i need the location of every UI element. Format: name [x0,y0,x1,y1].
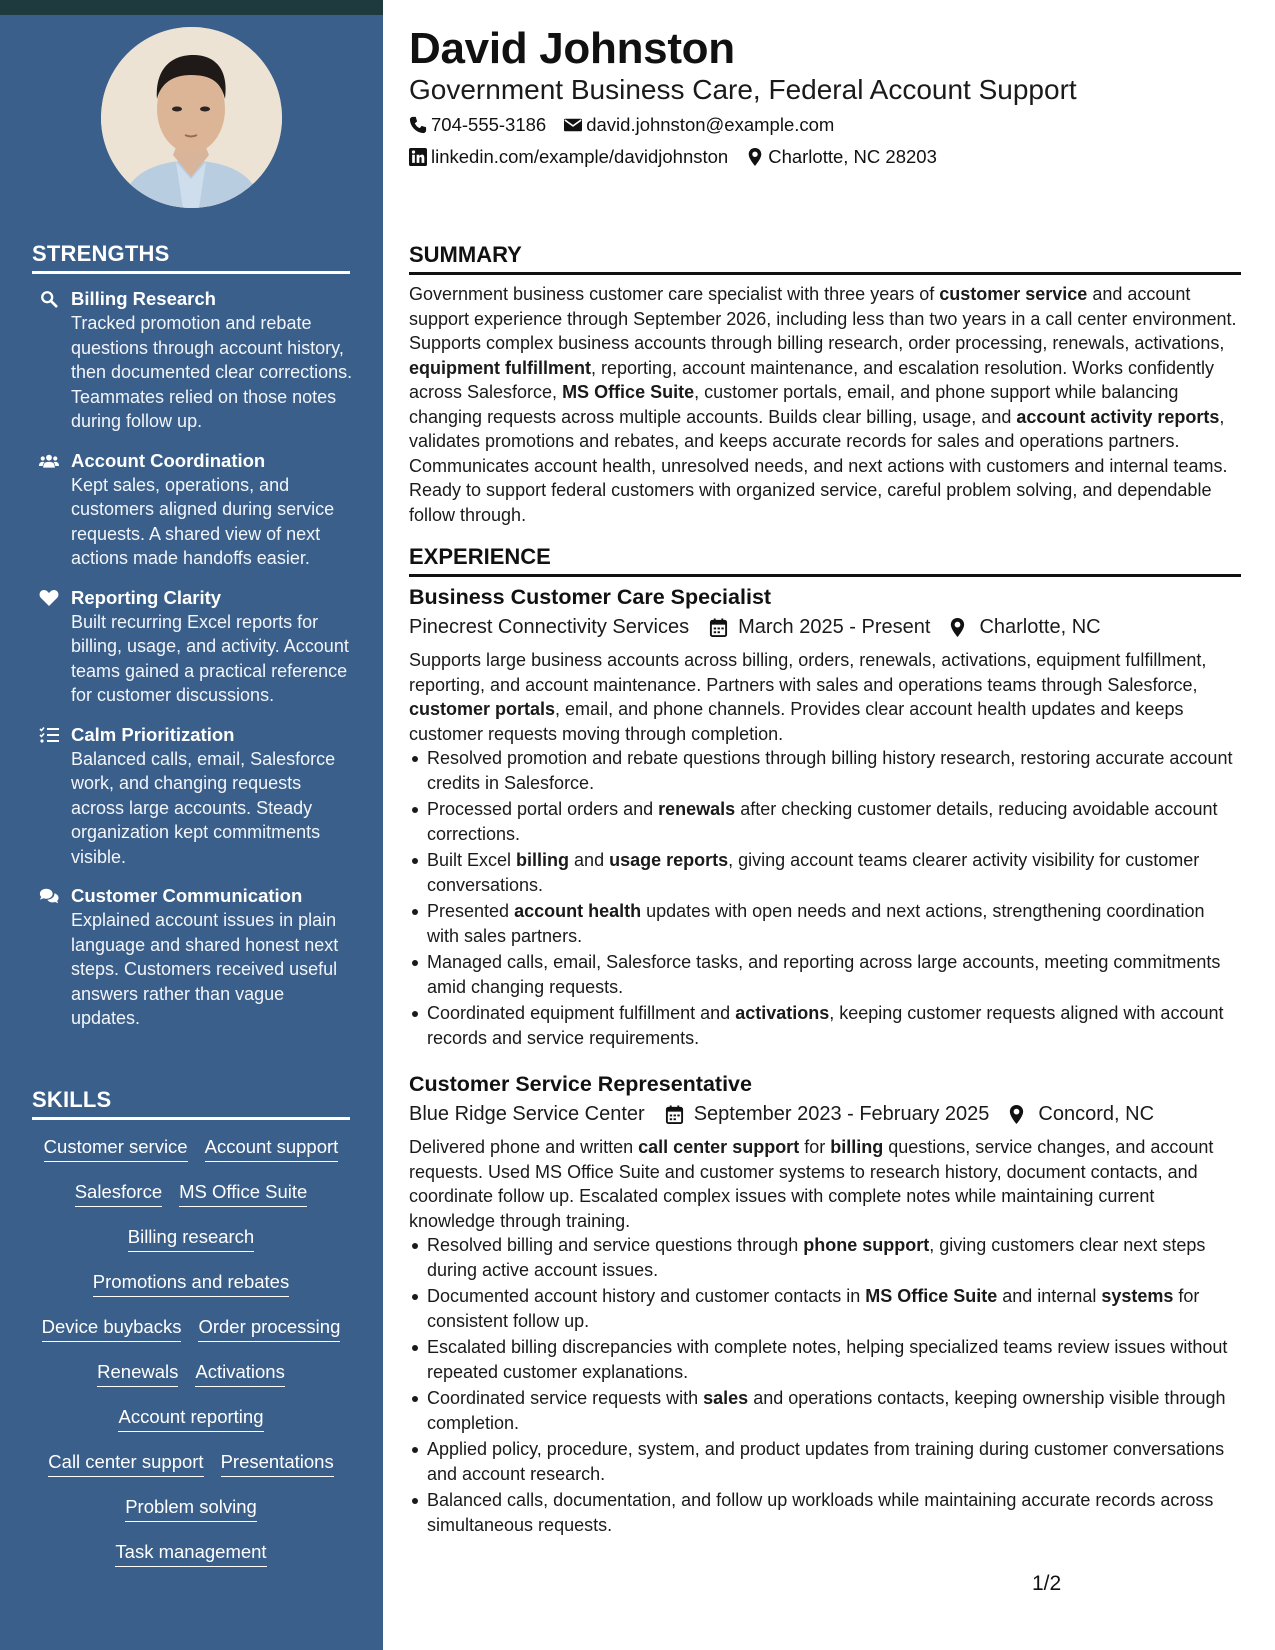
job-bullets [409,1233,1241,1537]
skill-tag: Problem solving [125,1494,257,1522]
highlighted-term: MS Office Suite [865,1286,998,1306]
linkedin-contact[interactable] [409,146,728,168]
profile-photo [101,27,282,208]
strength-item [32,723,357,870]
skill-tag: Account support [205,1134,339,1162]
job-bullet: Escalated billing discrepancies with complete notes, helping specialized teams review issues without repeated customer explanations. [409,1335,1241,1384]
skill-tag: Order processing [198,1314,340,1342]
highlighted-term: customer service [939,284,1088,304]
sidebar-top-bar [0,0,383,15]
highlighted-term: sales [703,1388,749,1408]
phone-contact[interactable] [409,114,546,136]
highlighted-term: MS Office Suite [562,382,695,402]
skill-tag: Activations [195,1359,284,1387]
envelope-icon [564,116,582,134]
job-bullet: Resolved promotion and rebate questions through billing history research, restoring accurate account credits in Salesforce. [409,746,1241,795]
map-pin-icon [1007,1105,1026,1124]
skill-row [26,1449,356,1494]
skill-tag: Salesforce [75,1179,162,1207]
heart-icon [32,586,71,708]
strengths-heading: STRENGTHS [32,241,350,274]
highlighted-term: equipment fulfillment [409,357,591,378]
comments-icon [32,884,71,1031]
job-bullet: Processed portal orders and renewals after checking customer details, reducing avoidable account corrections. [409,797,1241,846]
email-contact[interactable] [564,114,834,136]
skill-row [26,1314,356,1359]
contact-row [409,114,834,136]
candidate-name: David Johnston [409,24,735,73]
job-dates: September 2023 - February 2025 [693,1103,990,1125]
highlighted-term: billing [516,850,570,870]
skill-tag: Customer service [44,1134,188,1162]
skill-row [26,1134,356,1179]
highlighted-term: account health [514,901,642,921]
summary-heading: SUMMARY [409,242,1241,275]
linkedin-text: linkedin.com/example/davidjohnston [431,146,729,167]
skill-row [26,1179,356,1224]
linkedin-icon [409,148,427,166]
skill-row [26,1539,356,1584]
highlighted-term: phone support [803,1235,930,1255]
job-description: Supports large business accounts across billing, orders, renewals, activations, equipment fulfillment, reporting, and account maintenance. Partners with sales and operations teams through Salesforce, customer portals, email, and phone channels. Provides clear account health updates and keeps customer requests moving through completion. [409,650,1207,744]
job-bullet: Managed calls, email, Salesforce tasks, and reporting across large accounts, meeting commitments amid changing requests. [409,950,1241,999]
map-pin-icon [948,618,967,637]
job-meta [409,616,1241,639]
strength-title: Account Coordination [71,449,266,471]
phone-icon [409,116,427,134]
skill-tag: MS Office Suite [179,1179,307,1207]
job-bullet: Coordinated equipment fulfillment and activations, keeping customer requests aligned with account records and service requirements. [409,1001,1241,1050]
strength-title: Billing Research [71,288,216,309]
strength-title: Customer Communication [71,885,303,906]
job-dates: March 2025 - Present [738,616,931,638]
skills-heading: SKILLS [32,1087,350,1120]
strength-description: Kept sales, operations, and customers aligned during service requests. A shared view of next actions made handoffs easier. [71,474,335,568]
strength-item [32,287,357,434]
job-bullet: Balanced calls, documentation, and follow up workloads while maintaining accurate records across simultaneous requests. [409,1488,1241,1537]
job-bullet: Resolved billing and service questions through phone support, giving customers clear next steps during active account issues. [409,1233,1241,1282]
calendar-icon [709,618,728,637]
job-bullets [409,746,1241,1050]
strength-description: Explained account issues in plain language and shared honest next steps. Customers received useful answers rather than vague updates. [71,910,339,1028]
job-bullet: Applied policy, procedure, system, and product updates from training during customer conversations and account research. [409,1437,1241,1486]
strength-description: Balanced calls, email, Salesforce work, and changing requests across large accounts. Steady organization kept commitments visible. [71,748,336,867]
strength-title: Calm Prioritization [71,723,235,745]
highlighted-term: customer portals [409,699,556,719]
strength-title: Reporting Clarity [71,586,222,608]
highlighted-term: billing [830,1137,884,1157]
map-pin-icon [746,148,764,166]
job-meta [409,1103,1241,1126]
job-bullet: Presented account health updates with open needs and next actions, strengthening coordination with sales partners. [409,899,1241,948]
company-name: Blue Ridge Service Center [409,1103,645,1125]
skill-tag: Device buybacks [42,1314,182,1342]
highlighted-term: call center support [638,1137,800,1157]
skill-tag: Account reporting [118,1404,263,1432]
job-entry [409,1070,1241,1539]
job-title: Business Customer Care Specialist [409,585,772,609]
job-bullet: Documented account history and customer contacts in MS Office Suite and internal systems for consistent follow up. [409,1284,1241,1333]
job-bullet: Built Excel billing and usage reports, giving account teams clearer activity visibility for customer conversations. [409,848,1241,897]
strength-description: Tracked promotion and rebate questions through account history, then documented clear corrections. Teammates relied on those notes during follow up. [71,313,353,431]
email-text: david.johnston@example.com [586,114,835,135]
highlighted-term: account activity reports [1016,406,1220,427]
skill-tag: Promotions and rebates [93,1269,289,1297]
highlighted-term: systems [1101,1286,1174,1306]
sidebar [0,0,383,1650]
calendar-icon [665,1105,684,1124]
skill-row [26,1269,356,1314]
location-text: Charlotte, NC 28203 [768,146,937,167]
page-number: 1/2 [1032,1572,1062,1595]
job-location: Concord, NC [1038,1103,1155,1125]
skill-tag: Renewals [97,1359,178,1387]
job-description: Delivered phone and written call center support for billing questions, service changes, and account requests. Used MS Office Suite and customer systems to research history, document contacts, and coordinate follow up. Escalated complex issues with complete notes while maintaining current knowledge through training. [409,1137,1214,1231]
skill-row [26,1494,356,1539]
contact-row [409,146,937,168]
job-bullet: Coordinated service requests with sales and operations contacts, keeping ownership visible through completion. [409,1386,1241,1435]
job-entry [409,583,1241,1052]
skill-tag: Call center support [48,1449,203,1477]
strength-item [32,586,357,708]
highlighted-term: renewals [658,799,736,819]
skill-row [26,1224,356,1269]
search-icon [32,287,71,434]
strength-description: Built recurring Excel reports for billing, usage, and activity. Account teams gained a practical reference for customer discussions. [71,611,349,705]
skill-tag: Task management [115,1539,266,1567]
strength-item [32,449,357,571]
highlighted-term: activations [735,1003,830,1023]
skill-tag: Billing research [128,1224,254,1252]
location-contact [746,146,937,168]
highlighted-term: usage reports [609,850,729,870]
company-name: Pinecrest Connectivity Services [409,616,690,638]
users-icon [32,449,71,571]
job-title: Customer Service Representative [409,1072,752,1096]
strengths-list [32,287,357,1046]
summary-paragraph: Government business customer care specialist with three years of customer service and account support experience through September 2026, including less than two years in a call center environment. Supports complex business accounts through billing research, order processing, renewals, activations, equipment fulfillment, reporting, account maintenance, and escalation resolution. Works confidently across Salesforce, MS Office Suite, customer portals, email, and phone support while balancing changing requests across multiple accounts. Builds clear billing, usage, and account activity reports, validates promotions and rebates, and keeps accurate records for sales and operations partners. Communicates account health, unresolved needs, and next actions with customers and internal teams. Ready to support federal customers with organized service, careful problem solving, and dependable follow through. [409,284,1237,525]
job-location: Charlotte, NC [979,616,1101,638]
strength-item [32,884,357,1031]
candidate-headline: Government Business Care, Federal Account Support [409,74,1077,105]
phone-text: 704-555-3186 [431,114,547,135]
skill-tag: Presentations [221,1449,334,1477]
skill-row [26,1359,356,1404]
skill-row [26,1404,356,1449]
list-check-icon [32,723,71,870]
skills-list [26,1134,356,1584]
experience-heading: EXPERIENCE [409,544,1241,577]
